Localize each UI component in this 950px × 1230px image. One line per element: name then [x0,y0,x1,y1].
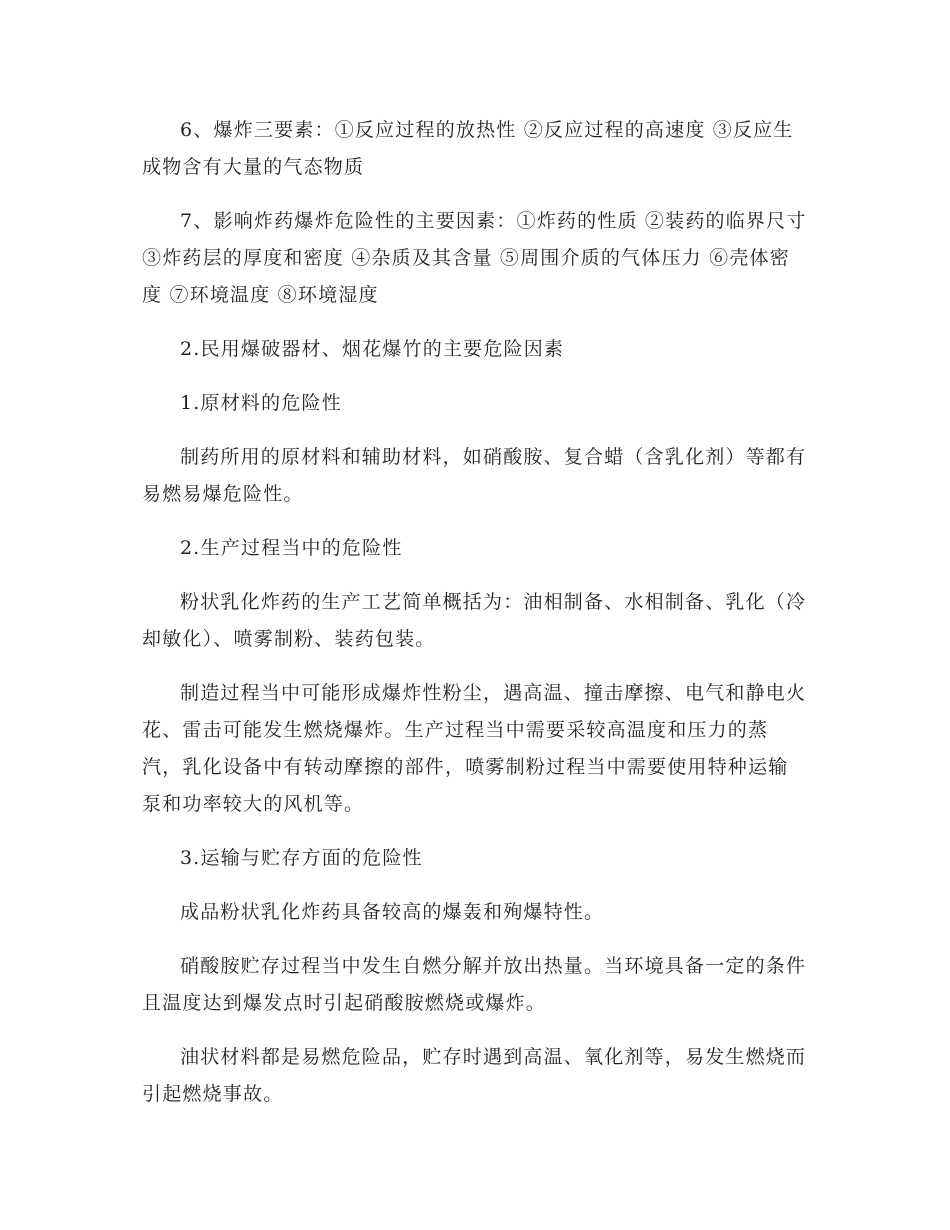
subheading-production-hazard: 2.生产过程当中的危险性 [180,537,403,559]
paragraph-raw-materials: 制药所用的原材料和辅助材料，如硝酸胺、复合蜡（含乳化剂）等都有易燃易爆危险性。 [142,446,807,505]
paragraph-production-process: 粉状乳化炸药的生产工艺简单概括为：油相制备、水相制备、乳化（冷却敏化）、喷雾制粉、装药包装。 [142,591,807,650]
section-heading-main-hazards: 2.民用爆破器材、烟花爆竹的主要危险因素 [180,338,565,360]
subheading-transport-storage-hazard: 3.运输与贮存方面的危险性 [180,847,423,869]
document-page [142,112,808,1113]
paragraph-explosion-three-elements: 6、爆炸三要素：①反应过程的放热性 ②反应过程的高速度 ③反应生成物含有大量的气态物质 [142,119,794,178]
paragraph-explosive-risk-factors: 7、影响炸药爆炸危险性的主要因素：①炸药的性质 ②装药的临界尺寸 ③炸药层的厚度和密度 ④杂质及其含量 ⑤周围介质的气体压力 ⑥壳体密度 ⑦环境温度 ⑧环境湿度 [142,210,807,306]
paragraph-oily-materials: 油状材料都是易燃危险品，贮存时遇到高温、氧化剂等，易发生燃烧而引起燃烧事故。 [142,1046,807,1105]
paragraph-ammonium-nitrate-storage: 硝酸胺贮存过程当中发生自燃分解并放出热量。当环境具备一定的条件且温度达到爆发点时引起硝酸胺燃烧或爆炸。 [142,955,807,1014]
subheading-raw-material-hazard: 1.原材料的危险性 [180,392,342,414]
paragraph-manufacturing-risks: 制造过程当中可能形成爆炸性粉尘，遇高温、撞击摩擦、电气和静电火花、雷击可能发生燃烧爆炸。生产过程当中需要采较高温度和压力的蒸汽，乳化设备中有转动摩擦的部件，喷雾制粉过程当中需要使用特种运输泵和功率较大的风机等。 [142,682,807,815]
paragraph-finished-product: 成品粉状乳化炸药具备较高的爆轰和殉爆特性。 [180,901,605,923]
